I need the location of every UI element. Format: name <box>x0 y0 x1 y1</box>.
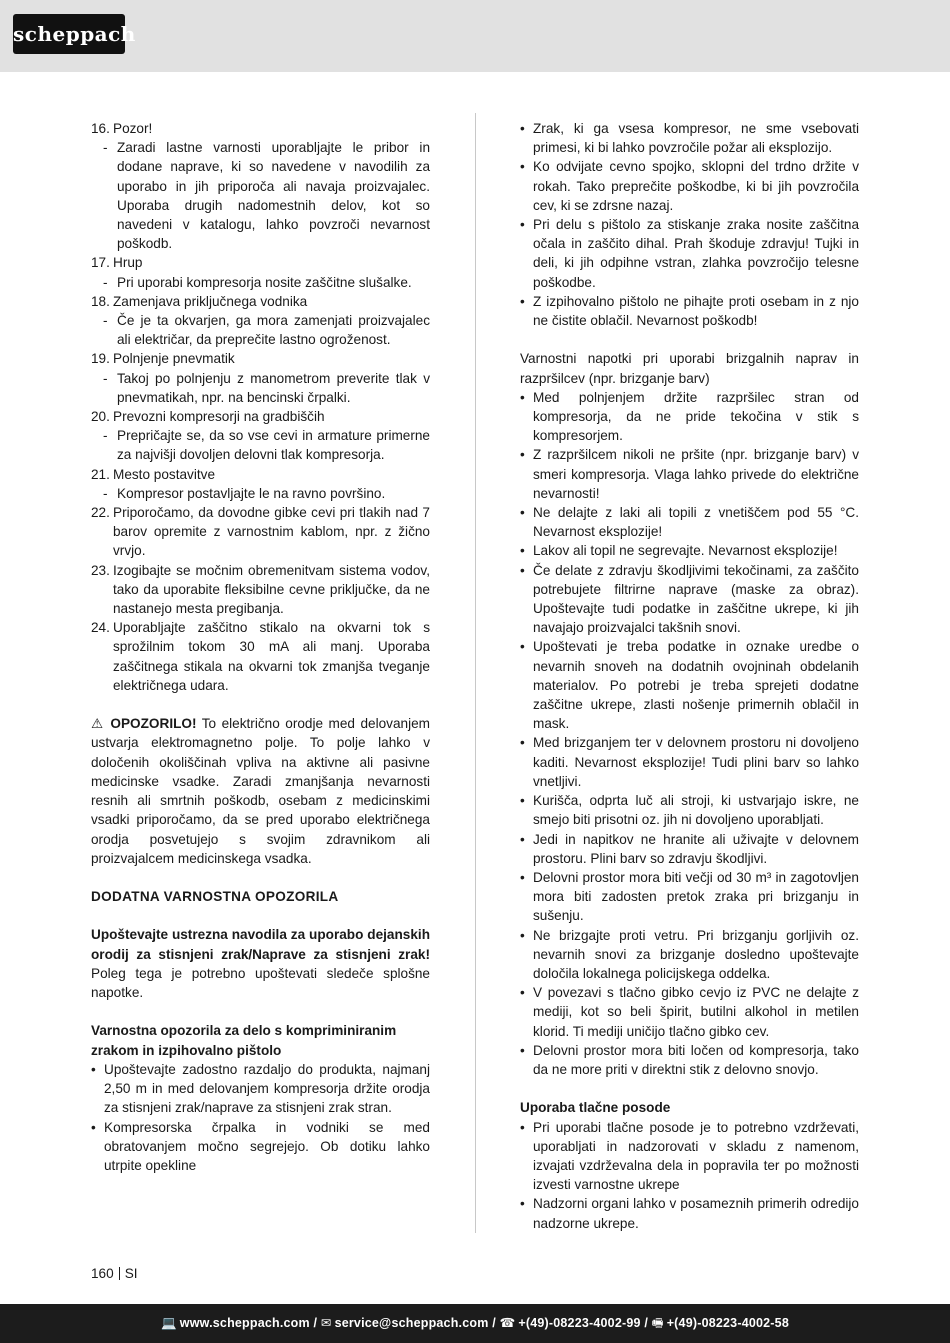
bullet-text: Ne brizgajte proti vetru. Pri brizganju gorljivih oz. nevarnih snovi za brizganje dosledno upoštevajte določila lokalnega policijskega oddelka. <box>533 927 859 981</box>
header-bar <box>0 0 950 72</box>
item-text: Izogibajte se močnim obremenitvam sistema vodov, tako da uporabite fleksibilne cevne priključke, da ne nastanejo mesta pregibanja. <box>113 562 430 617</box>
warning-paragraph <box>91 714 430 868</box>
phone-number: +(49)-08223-4002-99 <box>518 1316 641 1330</box>
bullet-item <box>520 1118 859 1195</box>
dash-marker: - <box>103 370 108 386</box>
bullet-item <box>520 868 859 926</box>
intro-text: Poleg tega je potrebno upoštevati sledeče splošne napotke. <box>91 965 430 1001</box>
sub-item <box>91 484 430 503</box>
bullet-text: Lakov ali topil ne segrevajte. Nevarnost eksplozije! <box>533 543 838 559</box>
footer-bar <box>0 1304 950 1343</box>
item-title: Prevozni kompresorji na gradbiščih <box>113 409 325 425</box>
bullet-text: Upoštevajte zadostno razdaljo do produkta, najmanj 2,50 m in med delovanjem kompresorja držite orodja za stisnjeni zrak/naprave za stisnjeni zrak stran. <box>104 1061 430 1116</box>
fax-number: +(49)-08223-4002-58 <box>666 1316 789 1330</box>
right-column <box>520 119 859 1233</box>
sub-item-text: Če je ta okvarjen, ga mora zamenjati proizvajalec ali električar, da preprečite lastno ogroženost. <box>117 313 430 348</box>
bullet-text: Nadzorni organi lahko v posameznih primerih odredijo nadzorne ukrepe. <box>533 1196 859 1231</box>
left-column <box>91 119 430 1175</box>
bullet-text: Kurišča, odprta luč ali stroji, ki ustvarjajo iskre, ne smejo biti prisotni oz. jih ni dovoljeno uporabljati. <box>533 793 859 828</box>
sub-item <box>91 369 430 407</box>
bullet-text: Z izpihovalno pištolo ne pihajte proti osebam in z njo ne čistite oblačil. Nevarnost poškodb! <box>533 293 859 329</box>
item-number: 19. <box>91 351 110 367</box>
page-number <box>91 1266 138 1282</box>
bullet-marker: • <box>520 562 525 578</box>
item-title: Zamenjava priključnega vodnika <box>113 293 308 309</box>
item-number: 24. <box>91 620 110 636</box>
item-title: Polnjenje pnevmatik <box>113 351 235 367</box>
item-number: 20. <box>91 409 110 425</box>
intro-bold-text: Upoštevajte ustrezna navodila za uporabo dejanskih orodij za stisnjeni zrak/Naprave za stisnjeni zrak! <box>91 927 430 962</box>
bullet-marker: • <box>520 985 525 1001</box>
list-item-21 <box>91 465 430 484</box>
phone-icon: ☎ <box>499 1316 516 1330</box>
sub-item-text: Zaradi lastne varnosti uporabljajte le pribor in dodane naprave, ki so navedene v navodilih za uporabo in jih priporoča ali navaja proizvajalec. Uporaba drugih nadomestnih delov, kot so navedeni v katalogu, lahko povzroči nevarnost poškodb. <box>117 140 430 252</box>
bullet-item <box>520 983 859 1041</box>
bullet-item <box>520 733 859 791</box>
bullet-item <box>520 926 859 984</box>
spray-intro: Varnostni napotki pri uporabi brizgalnih naprav in razpršilcev (npr. brizganje barv) <box>520 351 859 386</box>
item-title: Mesto postavitve <box>113 466 215 482</box>
item-number: 23. <box>91 562 110 578</box>
bullet-item <box>520 215 859 292</box>
bullet-marker: • <box>520 639 525 655</box>
item-number: 22. <box>91 505 110 521</box>
bullet-item <box>520 503 859 541</box>
page-number-value: 160 <box>91 1266 114 1281</box>
bullet-marker: • <box>520 1042 525 1058</box>
bullet-text: Ne delajte z laki ali topili z vnetiščem pod 55 °C. Nevarnost eksplozije! <box>533 505 859 540</box>
bullet-text: Z razpršilcem nikoli ne pršite (npr. brizganje barv) v smeri kompresorja. Vlaga lahko privede do električne nevarnosti! <box>533 447 859 501</box>
bullet-text: V povezavi s tlačno gibko cevjo iz PVC ne delajte z mediji, kot so beli špirit, butilni alkohol in metilen klorid. Ti mediji uničijo tlačno gibko cev. <box>533 985 859 1039</box>
bullet-marker: • <box>520 159 525 175</box>
dash-marker: - <box>103 274 108 290</box>
sub-item-text: Takoj po polnjenju z manometrom preverite tlak v pnevmatikah, npr. na bencinski črpalki. <box>117 370 430 405</box>
list-item-22 <box>91 503 430 561</box>
column-divider <box>475 113 476 1233</box>
bullet-marker: • <box>520 735 525 751</box>
list-item-24 <box>91 618 430 695</box>
bullet-text: Kompresorska črpalka in vodniki se med obratovanjem močno segrejejo. Ob dotiku lahko utrpite opekline <box>104 1119 430 1173</box>
website-link[interactable]: www.scheppach.com <box>179 1316 310 1330</box>
compressed-air-heading: Varnostna opozorila za delo s kompriminiranim zrakom in izpihovalno pištolo <box>91 1023 397 1058</box>
list-item-16 <box>91 119 430 138</box>
bullet-marker: • <box>520 293 525 309</box>
list-item-19 <box>91 349 430 368</box>
sub-item <box>91 273 430 292</box>
item-text: Priporočamo, da dovodne gibke cevi pri tlakih nad 7 barov opremite z varnostnim kablom, npr. z žično vrvjo. <box>113 505 430 559</box>
bullet-marker: • <box>520 869 525 885</box>
item-title: Pozor! <box>113 121 153 136</box>
footer-separator: / <box>640 1316 652 1330</box>
bullet-item <box>520 830 859 868</box>
bullet-item <box>520 561 859 638</box>
language-code: SI <box>124 1266 138 1281</box>
bullet-item <box>520 388 859 446</box>
fax-icon: 🖷 <box>651 1316 664 1330</box>
warning-triangle-icon: ⚠ <box>91 716 105 732</box>
list-item-17 <box>91 253 430 272</box>
dash-marker: - <box>103 428 108 444</box>
sub-item-text: Prepričajte se, da so vse cevi in armature primerne za najvišji dovoljen delovni tlak kompresorja. <box>117 428 430 463</box>
list-item-23 <box>91 561 430 619</box>
bullet-marker: • <box>520 217 525 233</box>
bullet-text: Če delate z zdravju škodljivimi tekočinami, za zaščito potrebujete filtrirne naprave (maske za obraz). Upoštevajte tudi podatke in zaščitne ukrepe, ki jih navajajo proizvajalci takšnih snovi. <box>533 562 859 636</box>
bullet-marker: • <box>520 505 525 521</box>
item-number: 18. <box>91 293 110 309</box>
bullet-item <box>520 1194 859 1232</box>
bullet-marker: • <box>520 543 525 559</box>
item-number: 16. <box>91 121 110 136</box>
sub-item <box>91 426 430 464</box>
item-title: Hrup <box>113 255 143 271</box>
warning-text: To električno orodje med delovanjem ustvarja elektromagnetno polje. To polje lahko v določenih okoliščinah vpliva na aktivne ali pasivne medicinske vsadke. Zaradi zmanjšanja nevarnosti resnih ali smrtnih poškodb, osebam z medicinskimi vsadki priporočamo, da se pred uporabo električnega orodja posvetujejo s svojim zdravnikom ali proizvajalcem medicinskega vsadka. <box>91 716 430 866</box>
bullet-text: Upoštevati je treba podatke in oznake uredbe o nevarnih snoveh na dodatnih ovojninah obdelanih materialov. Po potrebi je treba sprejeti dodatne zaščitne ukrepe, zlasti nošenje primernih oblačil in mask. <box>533 639 859 732</box>
sub-item <box>91 311 430 349</box>
bullet-marker: • <box>91 1061 96 1077</box>
bullet-marker: • <box>520 389 525 405</box>
bullet-text: Zrak, ki ga vsesa kompresor, ne sme vsebovati primesi, ki bi lahko povzročile požar ali eksplozijo. <box>533 121 859 156</box>
page-number-divider <box>119 1267 120 1280</box>
item-text: Uporabljajte zaščitno stikalo na okvarni tok s sprožilnim tokom 30 mA ali manj. Uporaba zaščitnega stikala na okvarni tok zmanjša tveganje električnega udara. <box>113 620 430 693</box>
sub-item-text: Pri uporabi kompresorja nosite zaščitne slušalke. <box>117 274 412 290</box>
bullet-marker: • <box>520 447 525 463</box>
email-link[interactable]: service@scheppach.com <box>334 1316 489 1330</box>
bullet-text: Pri delu s pištolo za stiskanje zraka nosite zaščitna očala in zaščito dihal. Prah škoduje zdravju! Tujki in deli, ki jih odpihne vstran, zlahka povzročijo telesne poškodbe. <box>533 217 859 290</box>
bullet-item <box>520 292 859 330</box>
pressure-vessel-heading: Uporaba tlačne posode <box>520 1100 671 1116</box>
bullet-item <box>520 119 859 157</box>
bullet-marker: • <box>520 1119 525 1135</box>
dash-marker: - <box>103 140 108 156</box>
item-number: 17. <box>91 255 110 271</box>
bullet-marker: • <box>520 793 525 809</box>
section-heading: DODATNA VARNOSTNA OPOZORILA <box>91 889 339 905</box>
bullet-marker: • <box>520 121 525 136</box>
list-item-20 <box>91 407 430 426</box>
dash-marker: - <box>103 313 108 329</box>
bullet-item <box>520 637 859 733</box>
bullet-marker: • <box>520 927 525 943</box>
footer-separator: / <box>488 1316 500 1330</box>
sub-item <box>91 138 430 253</box>
bullet-item <box>520 791 859 829</box>
bullet-text: Delovni prostor mora biti večji od 30 m³ in zagotovljen mora biti zadosten pretok zraka pri brizganju in sušenju. <box>533 869 859 924</box>
bullet-item <box>520 445 859 503</box>
bullet-text: Delovni prostor mora biti ločen od kompresorja, tako da ne more priti v direktni stik z delovno snovjo. <box>533 1042 859 1077</box>
sub-item-text: Kompresor postavljajte le na ravno površino. <box>117 485 386 501</box>
bullet-item <box>91 1060 430 1118</box>
list-item-18 <box>91 292 430 311</box>
item-number: 21. <box>91 466 110 482</box>
dash-marker: - <box>103 485 108 501</box>
bullet-marker: • <box>91 1119 96 1135</box>
bullet-marker: • <box>520 1196 525 1212</box>
bullet-item <box>520 1041 859 1079</box>
bullet-marker: • <box>520 831 525 847</box>
mail-icon: ✉ <box>320 1316 332 1330</box>
bullet-item <box>91 1118 430 1176</box>
warning-label: OPOZORILO! <box>110 716 197 732</box>
bullet-text: Pri uporabi tlačne posode je to potrebno vzdrževati, uporabljati in nadzorovati v skladu z namenom, izvajati vzdrževalna dela in popravila ter po možnosti izvesti varnostne ukrepe <box>533 1119 859 1193</box>
intro-paragraph <box>91 925 430 1002</box>
bullet-text: Med polnjenjem držite razpršilec stran od kompresorja, da ne pride tekočina v stik s kompresorjem. <box>533 389 859 444</box>
computer-icon: 💻 <box>161 1316 177 1330</box>
bullet-text: Ko odvijate cevno spojko, sklopni del trdno držite v rokah. Tako preprečite poškodbe, ki bi jih povzročila cev, ki se zdrsne nazaj. <box>533 159 859 213</box>
bullet-text: Med brizganjem ter v delovnem prostoru ni dovoljeno kaditi. Nevarnost eksplozije! Tudi plini barv so lahko vnetljivi. <box>533 735 859 789</box>
bullet-item <box>520 157 859 215</box>
scheppach-logo: scheppach <box>13 14 125 54</box>
bullet-text: Jedi in napitkov ne hranite ali uživajte v delovnem prostoru. Plini barv so zdravju škodljivi. <box>533 831 859 866</box>
footer-separator: / <box>309 1316 321 1330</box>
bullet-item <box>520 541 859 560</box>
